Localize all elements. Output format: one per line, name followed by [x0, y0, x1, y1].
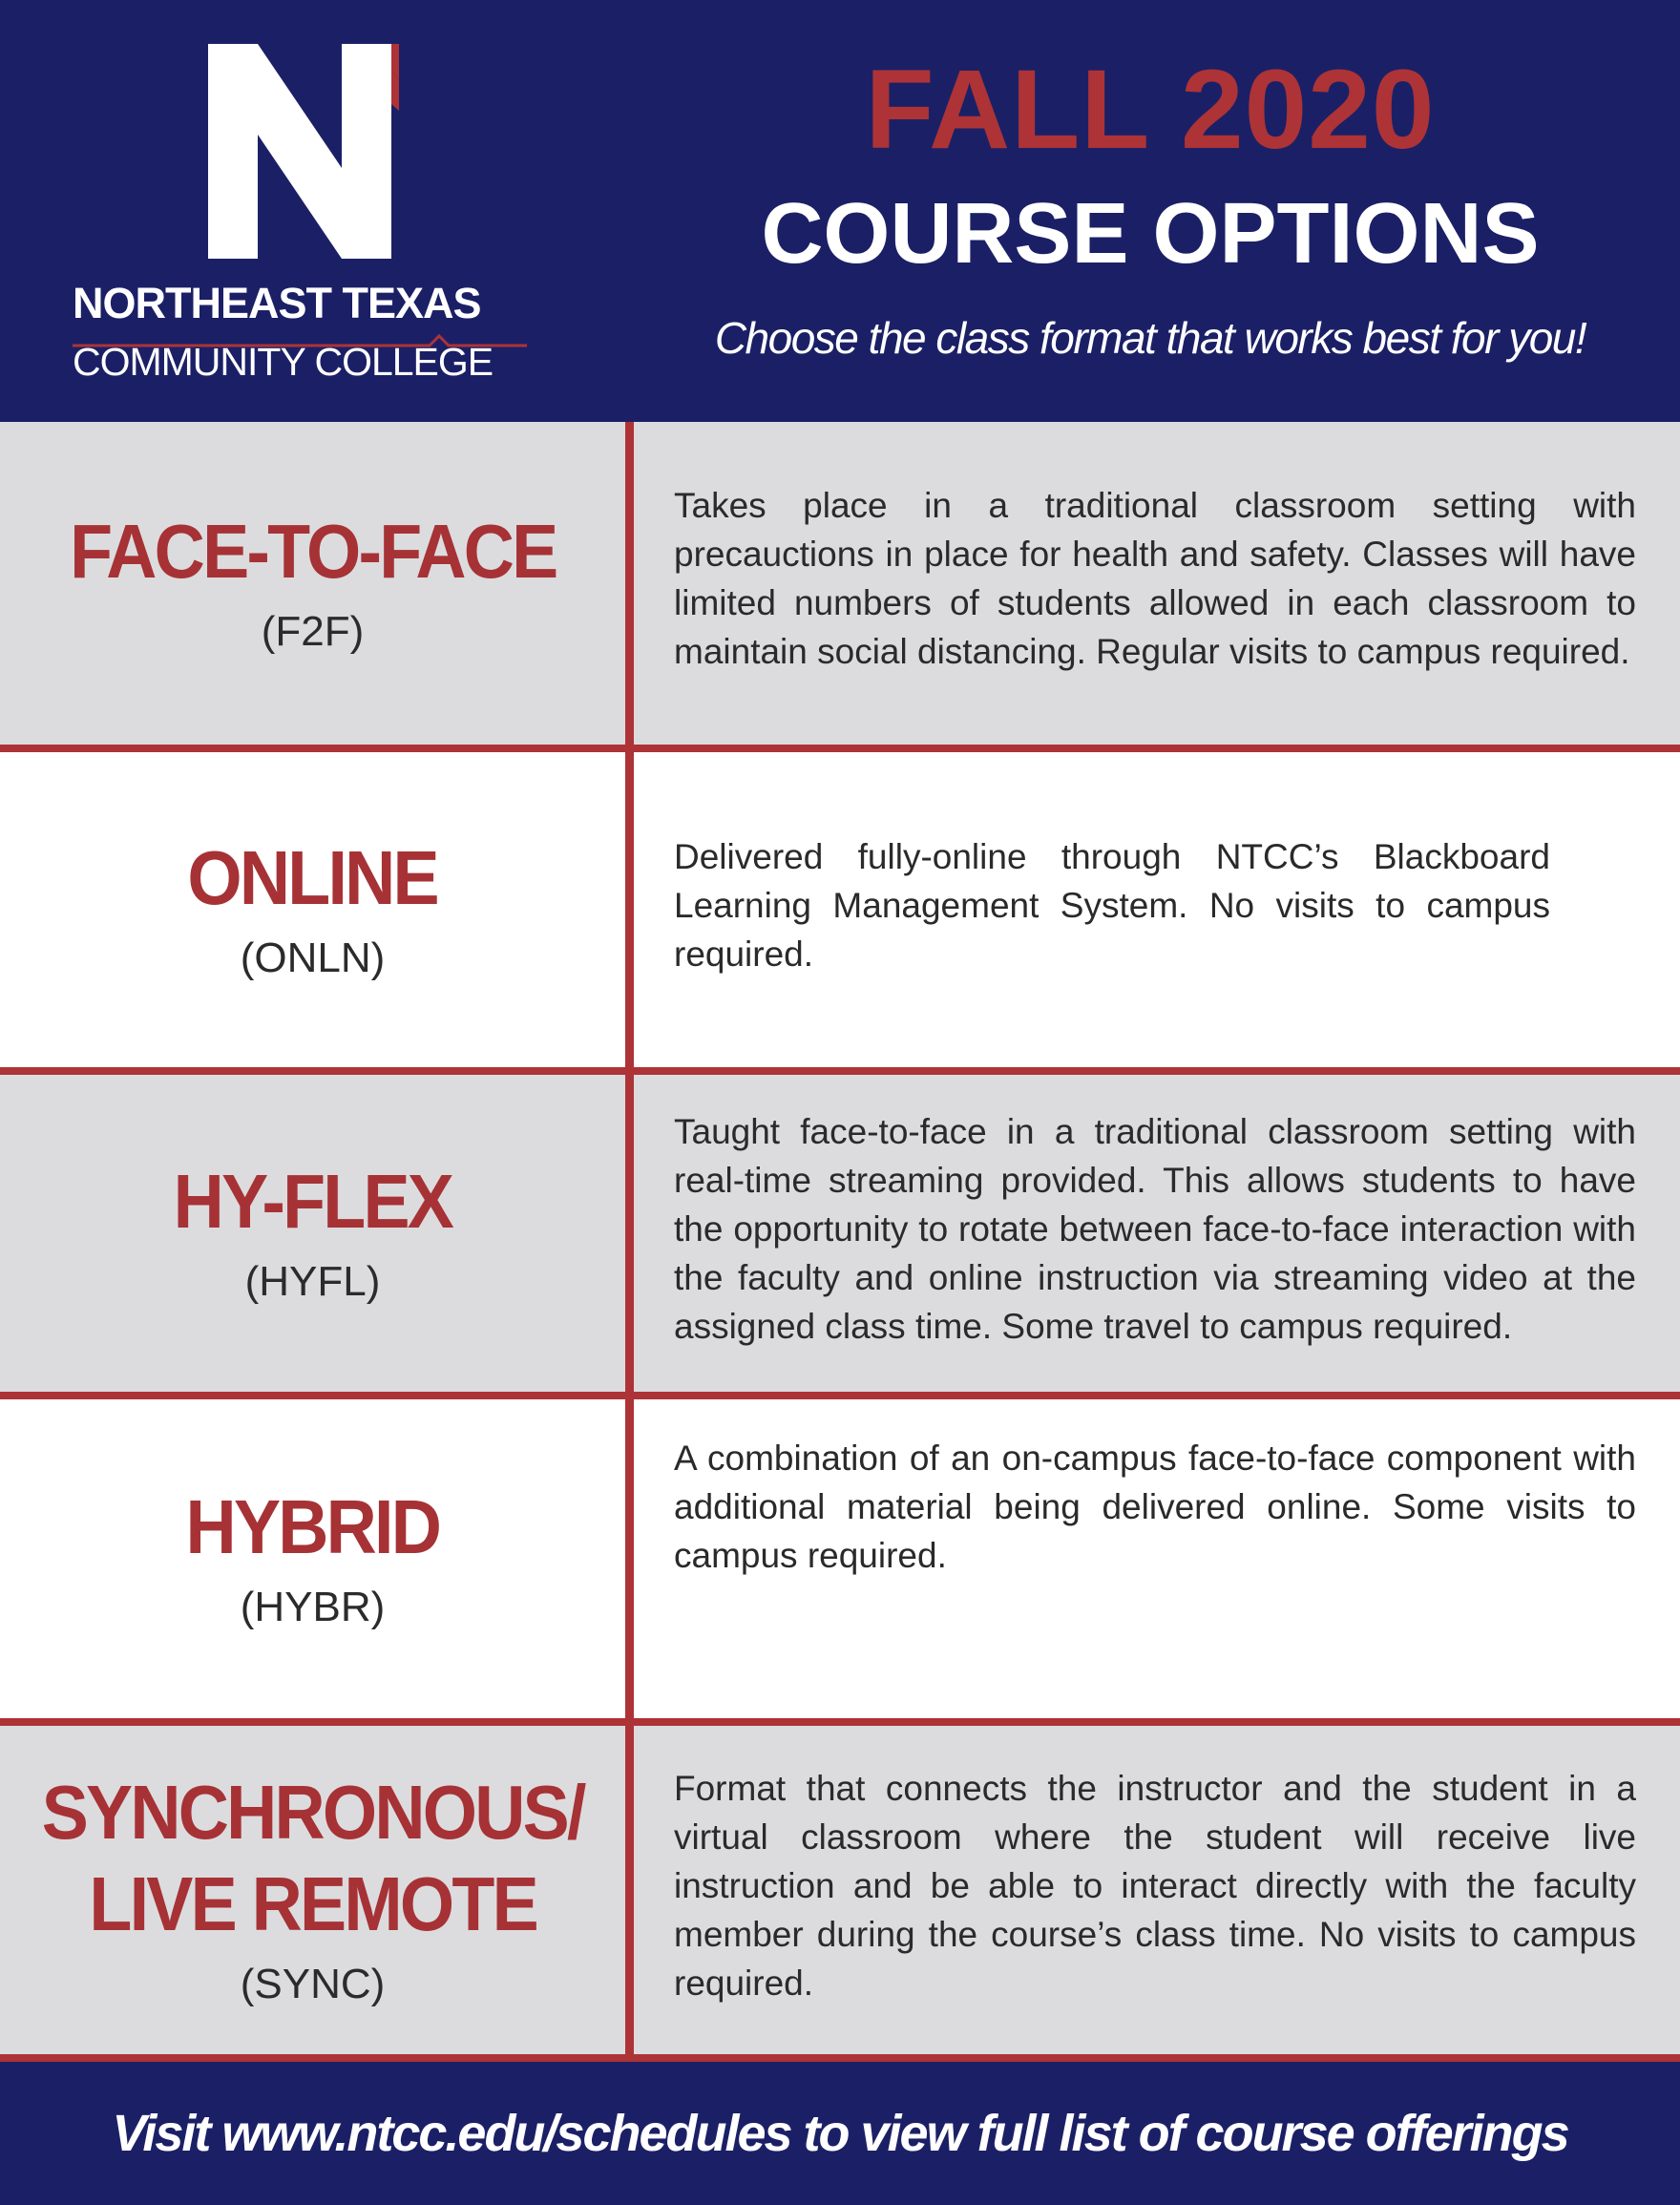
option-description-cell: [634, 1075, 1680, 1392]
option-description-cell: [634, 1399, 1680, 1718]
option-code: (SYNC): [240, 1961, 386, 2007]
option-row-face-to-face: [0, 422, 1680, 752]
page-title-year: FALL 2020: [865, 47, 1436, 173]
option-description: Taught face-to-face in a traditional classroom setting with real-time streaming provided. This allows students to have the opportunity to rotate between face-to-face interaction with the faculty and online instruction via streaming video at the assigned class time. Some travel to campus required.: [674, 1111, 1636, 1346]
option-row-online: [0, 752, 1680, 1075]
logo-name-line2: COMMUNITY COLLEGE: [73, 340, 494, 384]
header: [0, 0, 1680, 422]
option-name: HY-FLEX: [173, 1159, 452, 1244]
option-code: (HYBR): [240, 1584, 386, 1630]
footer: [0, 2062, 1680, 2205]
option-code: (F2F): [261, 608, 365, 655]
option-description-cell: [634, 752, 1680, 1067]
option-description: Takes place in a traditional classroom setting with precauctions in place for health and safety. Classes will have limited numbers of students allowed in each classroom to maintain social distancing. Regular visits to campus required.: [674, 486, 1636, 671]
ntcc-logo: [73, 44, 531, 388]
option-name: HYBRID: [185, 1484, 440, 1569]
ntcc-n-logo-icon: [208, 44, 399, 259]
option-code: (ONLN): [240, 934, 386, 981]
option-label: [0, 1399, 634, 1718]
option-label: [0, 752, 634, 1067]
option-name: FACE-TO-FACE: [69, 509, 556, 594]
course-options-table: [0, 422, 1680, 2062]
option-name: ONLINE: [187, 835, 438, 920]
option-description: Format that connects the instructor and the student in a virtual classroom where the student will receive live instruction and be able to interact directly with the faculty member during the course’s class time. No visits to campus required.: [674, 1768, 1636, 2003]
title-block: [706, 38, 1594, 376]
option-row-hybrid: [0, 1399, 1680, 1726]
option-description: A combination of an on-campus face-to-face component with additional material being delivered online. Some visits to campus required.: [674, 1438, 1636, 1575]
option-label: [0, 1726, 634, 2054]
option-description-cell: [634, 422, 1680, 745]
logo-name-line1: NORTHEAST TEXAS: [73, 279, 481, 327]
page-subtitle: Choose the class format that works best for you!: [714, 313, 1586, 363]
option-label: [0, 422, 634, 745]
option-code: (HYFL): [244, 1258, 381, 1305]
option-label: [0, 1075, 634, 1392]
option-row-hy-flex: [0, 1075, 1680, 1399]
option-name-line1: SYNCHRONOUS/: [41, 1770, 584, 1855]
option-description-cell: [634, 1726, 1680, 2054]
page-title: COURSE OPTIONS: [761, 186, 1540, 282]
footer-link-text: Visit www.ntcc.edu/schedules to view full list of course offerings: [112, 2105, 1568, 2162]
option-name-line2: LIVE REMOTE: [89, 1861, 536, 1946]
option-row-synchronous: [0, 1726, 1680, 2062]
option-description: Delivered fully-online through NTCC’s Blackboard Learning Management System. No visits to campus required.: [674, 836, 1550, 974]
